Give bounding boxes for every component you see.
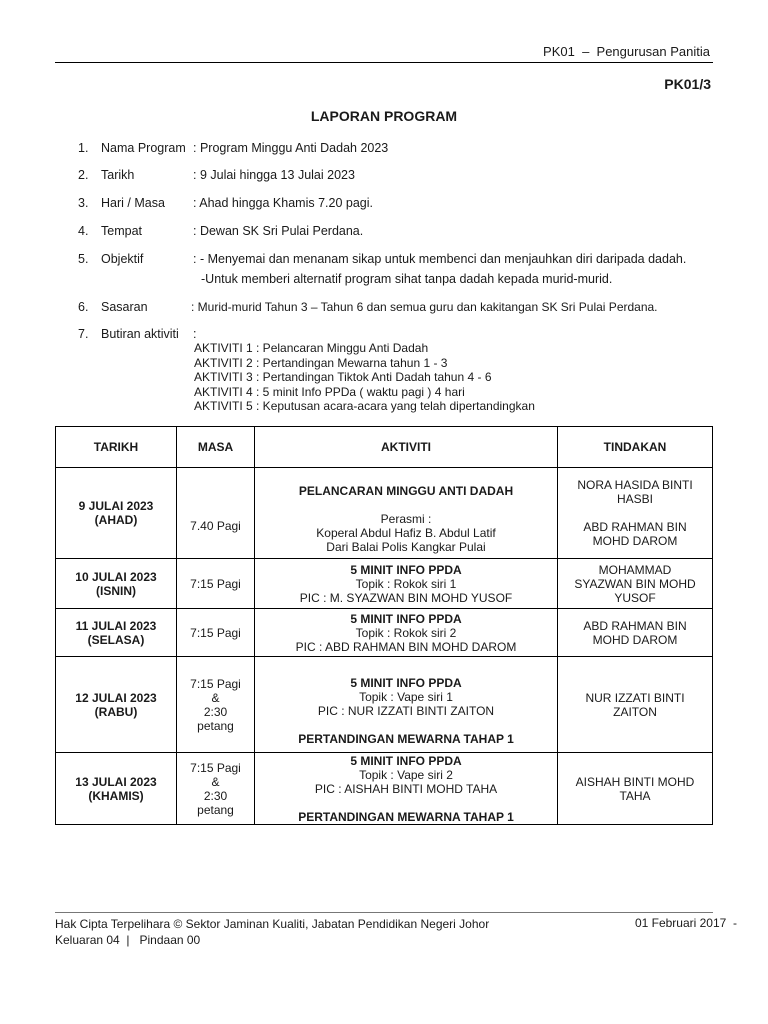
time-text: &: [211, 690, 220, 705]
info-number: 2.: [78, 168, 89, 182]
header-reference: PK01 – Pengurusan Panitia: [543, 44, 710, 59]
action-line: YUSOF: [614, 590, 656, 605]
action-line: NORA HASIDA BINTI: [577, 478, 693, 492]
activity-list: [194, 341, 535, 414]
activity-cell: [255, 559, 558, 609]
action-cell: [558, 657, 713, 753]
activity-cell: [255, 609, 558, 657]
action-line: MOHAMMAD: [598, 562, 672, 577]
info-value: :: [193, 327, 197, 341]
activity-item: AKTIVITI 1 : Pelancaran Minggu Anti Dadah: [194, 341, 429, 355]
action-cell: [558, 753, 713, 825]
activity-title: 5 MINIT INFO PPDA: [350, 675, 462, 690]
activity-title: 5 MINIT INFO PPDA: [350, 562, 462, 577]
header-divider: [55, 62, 713, 63]
info-value: : Dewan SK Sri Pulai Perdana.: [193, 224, 364, 238]
activity-line: Perasmi :: [380, 512, 432, 526]
activity-cell: [255, 657, 558, 753]
action-line: HASBI: [616, 492, 653, 506]
info-number: 6.: [78, 300, 89, 314]
time-text: 7.40 Pagi: [190, 518, 241, 533]
activity-line: PIC : M. SYAZWAN BIN MOHD YUSOF: [299, 590, 513, 605]
time-text: 7:15 Pagi: [190, 760, 241, 775]
info-number: 7.: [78, 327, 89, 341]
action-line: MOHD DAROM: [592, 534, 678, 548]
activity-item: AKTIVITI 5 : Keputusan acara-acara yang telah dipertandingkan: [194, 399, 535, 413]
activity-line: Topik : Rokok siri 1: [355, 576, 457, 591]
activity-item: AKTIVITI 3 : Pertandingan Tiktok Anti Dadah tahun 4 - 6: [194, 370, 492, 384]
info-value: : - Menyemai dan menanam sikap untuk membenci dan menjauhkan diri daripada dadah.: [193, 252, 687, 266]
date-cell: [56, 609, 177, 657]
action-line: AISHAH BINTI MOHD: [575, 774, 695, 789]
time-text: 7:15 Pagi: [190, 576, 241, 591]
table-row: [56, 559, 713, 609]
time-text: 2:30: [203, 788, 228, 803]
time-cell: [177, 753, 255, 825]
footer-copyright: [55, 916, 489, 948]
activity-line: Topik : Vape siri 2: [359, 767, 453, 782]
footer-line: Hak Cipta Terpelihara © Sektor Jaminan Kualiti, Jabatan Pendidikan Negeri Johor: [55, 917, 490, 931]
time-text: 2:30: [203, 704, 228, 719]
footer-date: 01 Februari 2017 -: [634, 916, 737, 930]
activity-cell: [255, 753, 558, 825]
activity-title: 5 MINIT INFO PPDA: [350, 611, 462, 626]
page-title: LAPORAN PROGRAM: [310, 108, 458, 124]
action-line: NUR IZZATI BINTI: [585, 690, 685, 705]
footer-divider: [55, 912, 713, 913]
activity-extra: PERTANDINGAN MEWARNA TAHAP 1: [298, 809, 514, 824]
info-label: Hari / Masa: [101, 196, 165, 210]
column-header-date: TARIKH: [56, 427, 177, 468]
info-value: : Murid-murid Tahun 3 – Tahun 6 dan semua guru dan kakitangan SK Sri Pulai Perdana.: [191, 300, 658, 314]
day-text: (RABU): [94, 704, 138, 719]
action-line: MOHD DAROM: [592, 632, 678, 647]
activity-line: PIC : NUR IZZATI BINTI ZAITON: [317, 703, 495, 718]
time-text: 7:15 Pagi: [190, 676, 241, 691]
action-line: TAHA: [619, 788, 651, 803]
info-label: Nama Program: [101, 141, 186, 155]
info-number: 1.: [78, 141, 89, 155]
activity-cell: [255, 468, 558, 559]
table-row: [56, 609, 713, 657]
day-text: (KHAMIS): [88, 788, 144, 803]
date-cell: [56, 657, 177, 753]
date-text: 9 JULAI 2023: [78, 499, 154, 513]
time-cell: [177, 468, 255, 559]
info-label: Tempat: [101, 224, 142, 238]
activity-line: PIC : AISHAH BINTI MOHD TAHA: [314, 781, 498, 796]
date-cell: [56, 559, 177, 609]
action-cell: [558, 468, 713, 559]
activity-extra: PERTANDINGAN MEWARNA TAHAP 1: [298, 731, 514, 746]
column-header-action: TINDAKAN: [558, 427, 713, 468]
time-text: &: [211, 774, 220, 789]
info-value-continued: -Untuk memberi alternatif program sihat tanpa dadah kepada murid-murid.: [201, 272, 613, 286]
info-value: : Ahad hingga Khamis 7.20 pagi.: [193, 196, 373, 210]
footer-line: Keluaran 04 | Pindaan 00: [55, 933, 201, 947]
column-header-time: MASA: [177, 427, 255, 468]
info-value: : 9 Julai hingga 13 Julai 2023: [193, 168, 355, 182]
action-line: SYAZWAN BIN MOHD: [574, 576, 696, 591]
day-text: (AHAD): [94, 513, 138, 527]
info-label: Objektif: [101, 252, 144, 266]
activity-item: AKTIVITI 2 : Pertandingan Mewarna tahun 1 - 3: [194, 355, 448, 370]
action-spacer: [562, 506, 708, 520]
info-label: Butiran aktiviti: [101, 327, 179, 341]
day-text: (SELASA): [87, 632, 145, 647]
activity-line: Topik : Vape siri 1: [359, 689, 453, 704]
activity-line: Topik : Rokok siri 2: [355, 625, 457, 640]
info-number: 5.: [78, 252, 89, 266]
document-code: PK01/3: [664, 76, 711, 92]
schedule-table: [55, 426, 713, 825]
table-header-row: [56, 427, 713, 468]
date-text: 13 JULAI 2023: [75, 774, 157, 789]
activity-title: PELANCARAN MINGGU ANTI DADAH: [298, 484, 514, 498]
table-row: [56, 657, 713, 753]
activity-line: Dari Balai Polis Kangkar Pulai: [326, 540, 486, 554]
table-row: [56, 468, 713, 559]
action-cell: [558, 609, 713, 657]
activity-line: PIC : ABD RAHMAN BIN MOHD DAROM: [295, 639, 517, 654]
info-label: Sasaran: [101, 300, 148, 314]
date-cell: [56, 753, 177, 825]
date-text: 10 JULAI 2023: [75, 569, 157, 584]
date-text: 11 JULAI 2023: [75, 618, 157, 633]
action-line: ABD RAHMAN BIN: [583, 520, 687, 534]
activity-item: AKTIVITI 4 : 5 minit Info PPDa ( waktu pagi ) 4 hari: [194, 384, 465, 399]
info-value: : Program Minggu Anti Dadah 2023: [193, 141, 389, 155]
action-line: ZAITON: [613, 704, 657, 719]
action-line: ABD RAHMAN BIN: [583, 618, 687, 633]
info-number: 3.: [78, 196, 89, 210]
column-header-activity: AKTIVITI: [255, 427, 558, 468]
date-text: 12 JULAI 2023: [75, 690, 157, 705]
action-cell: [558, 559, 713, 609]
info-label: Tarikh: [101, 168, 135, 182]
time-cell: [177, 609, 255, 657]
day-text: (ISNIN): [96, 583, 136, 598]
activity-line: Koperal Abdul Hafiz B. Abdul Latif: [316, 526, 496, 540]
time-cell: [177, 657, 255, 753]
table-row: [56, 753, 713, 825]
time-text: petang: [197, 802, 234, 817]
time-text: 7:15 Pagi: [190, 625, 241, 640]
info-number: 4.: [78, 224, 89, 238]
time-cell: [177, 559, 255, 609]
activity-title: 5 MINIT INFO PPDA: [350, 753, 462, 768]
date-cell: [56, 468, 177, 559]
time-text: petang: [197, 718, 234, 733]
